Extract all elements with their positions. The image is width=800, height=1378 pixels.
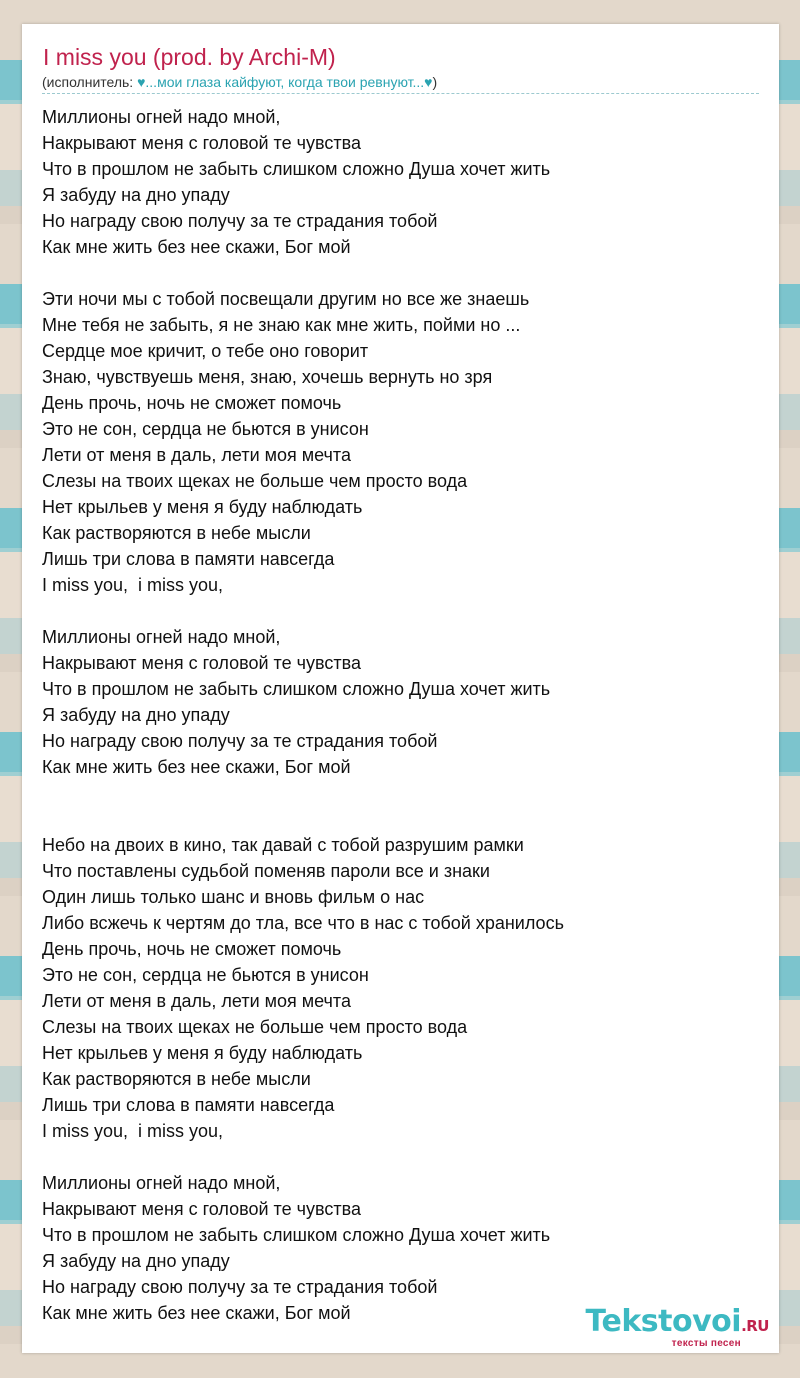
- lyric-line: Нет крыльев у меня я буду наблюдать: [42, 497, 363, 517]
- lyrics-text: [42, 104, 762, 1326]
- lyric-line: День прочь, ночь не сможет помочь: [42, 939, 342, 959]
- lyric-line: Что в прошлом не забыть слишком сложно Душа хочет жить: [42, 159, 551, 179]
- lyric-line: Как мне жить без нее скажи, Бог мой: [42, 237, 351, 257]
- lyric-line: Но награду свою получу за те страдания тобой: [42, 731, 438, 751]
- lyric-line: Что поставлены судьбой поменяв пароли все и знаки: [42, 861, 490, 881]
- lyric-line: Миллионы огней надо мной,: [42, 1173, 281, 1193]
- lyrics-card: [22, 24, 779, 1353]
- logo-main-text: Tekstovoi: [585, 1304, 742, 1339]
- logo-tld: .RU: [741, 1317, 769, 1335]
- lyric-line: Как мне жить без нее скажи, Бог мой: [42, 757, 351, 777]
- lyric-line: Лишь три слова в памяти навсегда: [42, 549, 335, 569]
- lyric-line: Это не сон, сердца не бьются в унисон: [42, 419, 369, 439]
- lyric-line: Эти ночи мы с тобой посвещали другим но все же знаешь: [42, 289, 530, 309]
- song-title: I miss you (prod. by Archi-M): [43, 44, 336, 70]
- lyric-line: [42, 598, 762, 624]
- artist-name: ...мои глаза кайфуют, когда твои ревнуют...: [145, 74, 425, 90]
- lyric-line: Мне тебя не забыть, я не знаю как мне жить, пойми но ...: [42, 315, 521, 335]
- lyric-line: Накрывают меня с головой те чувства: [42, 653, 361, 673]
- site-logo[interactable]: [586, 1306, 769, 1349]
- lyric-line: Что в прошлом не забыть слишком сложно Душа хочет жить: [42, 1225, 551, 1245]
- lyric-line: День прочь, ночь не сможет помочь: [42, 393, 342, 413]
- lyric-line: Миллионы огней надо мной,: [42, 107, 281, 127]
- heart-icon: ♥: [137, 74, 146, 90]
- lyric-line: Слезы на твоих щеках не больше чем просто вода: [42, 1017, 468, 1037]
- lyric-line: Как растворяются в небе мысли: [42, 1069, 311, 1089]
- lyric-line: Либо всжечь к чертям до тла, все что в нас с тобой хранилось: [42, 913, 564, 933]
- lyric-line: Лишь три слова в памяти навсегда: [42, 1095, 335, 1115]
- artist-prefix: (исполнитель:: [42, 74, 138, 90]
- lyric-line: [42, 780, 762, 806]
- lyric-line: Небо на двоих в кино, так давай с тобой разрушим рамки: [42, 835, 524, 855]
- lyric-line: Лети от меня в даль, лети моя мечта: [42, 445, 351, 465]
- lyric-line: Нет крыльев у меня я буду наблюдать: [42, 1043, 363, 1063]
- lyric-line: Знаю, чувствуешь меня, знаю, хочешь вернуть но зря: [42, 367, 493, 387]
- lyric-line: Сердце мое кричит, о тебе оно говорит: [42, 341, 369, 361]
- lyric-line: Я забуду на дно упаду: [42, 705, 230, 725]
- logo-wordmark: [586, 1306, 769, 1342]
- divider: [42, 93, 759, 94]
- lyric-line: Накрывают меня с головой те чувства: [42, 1199, 361, 1219]
- lyric-line: [42, 260, 762, 286]
- lyric-line: [42, 806, 762, 832]
- lyric-line: Как мне жить без нее скажи, Бог мой: [42, 1303, 351, 1323]
- lyric-line: Я забуду на дно упаду: [42, 1251, 230, 1271]
- artist-link[interactable]: [137, 74, 432, 90]
- logo-tagline: тексты песен: [671, 1338, 741, 1349]
- lyric-line: I miss you, i miss you,: [42, 575, 224, 595]
- lyric-line: Слезы на твоих щеках не больше чем просто вода: [42, 471, 468, 491]
- lyric-line: Накрывают меня с головой те чувства: [42, 133, 361, 153]
- lyric-line: Я забуду на дно упаду: [42, 185, 230, 205]
- artist-suffix: ): [432, 74, 438, 90]
- lyric-line: Но награду свою получу за те страдания тобой: [42, 1277, 438, 1297]
- lyric-line: Миллионы огней надо мной,: [42, 627, 281, 647]
- lyric-line: I miss you, i miss you,: [42, 1121, 224, 1141]
- lyric-line: Лети от меня в даль, лети моя мечта: [42, 991, 351, 1011]
- lyric-line: Что в прошлом не забыть слишком сложно Душа хочет жить: [42, 679, 551, 699]
- lyric-line: Как растворяются в небе мысли: [42, 523, 311, 543]
- lyric-line: Но награду свою получу за те страдания тобой: [42, 211, 438, 231]
- artist-line: [42, 73, 437, 91]
- lyric-line: Это не сон, сердца не бьются в унисон: [42, 965, 369, 985]
- lyric-line: [42, 1144, 762, 1170]
- lyric-line: Один лишь только шанс и вновь фильм о нас: [42, 887, 425, 907]
- heart-icon: ♥: [424, 74, 433, 90]
